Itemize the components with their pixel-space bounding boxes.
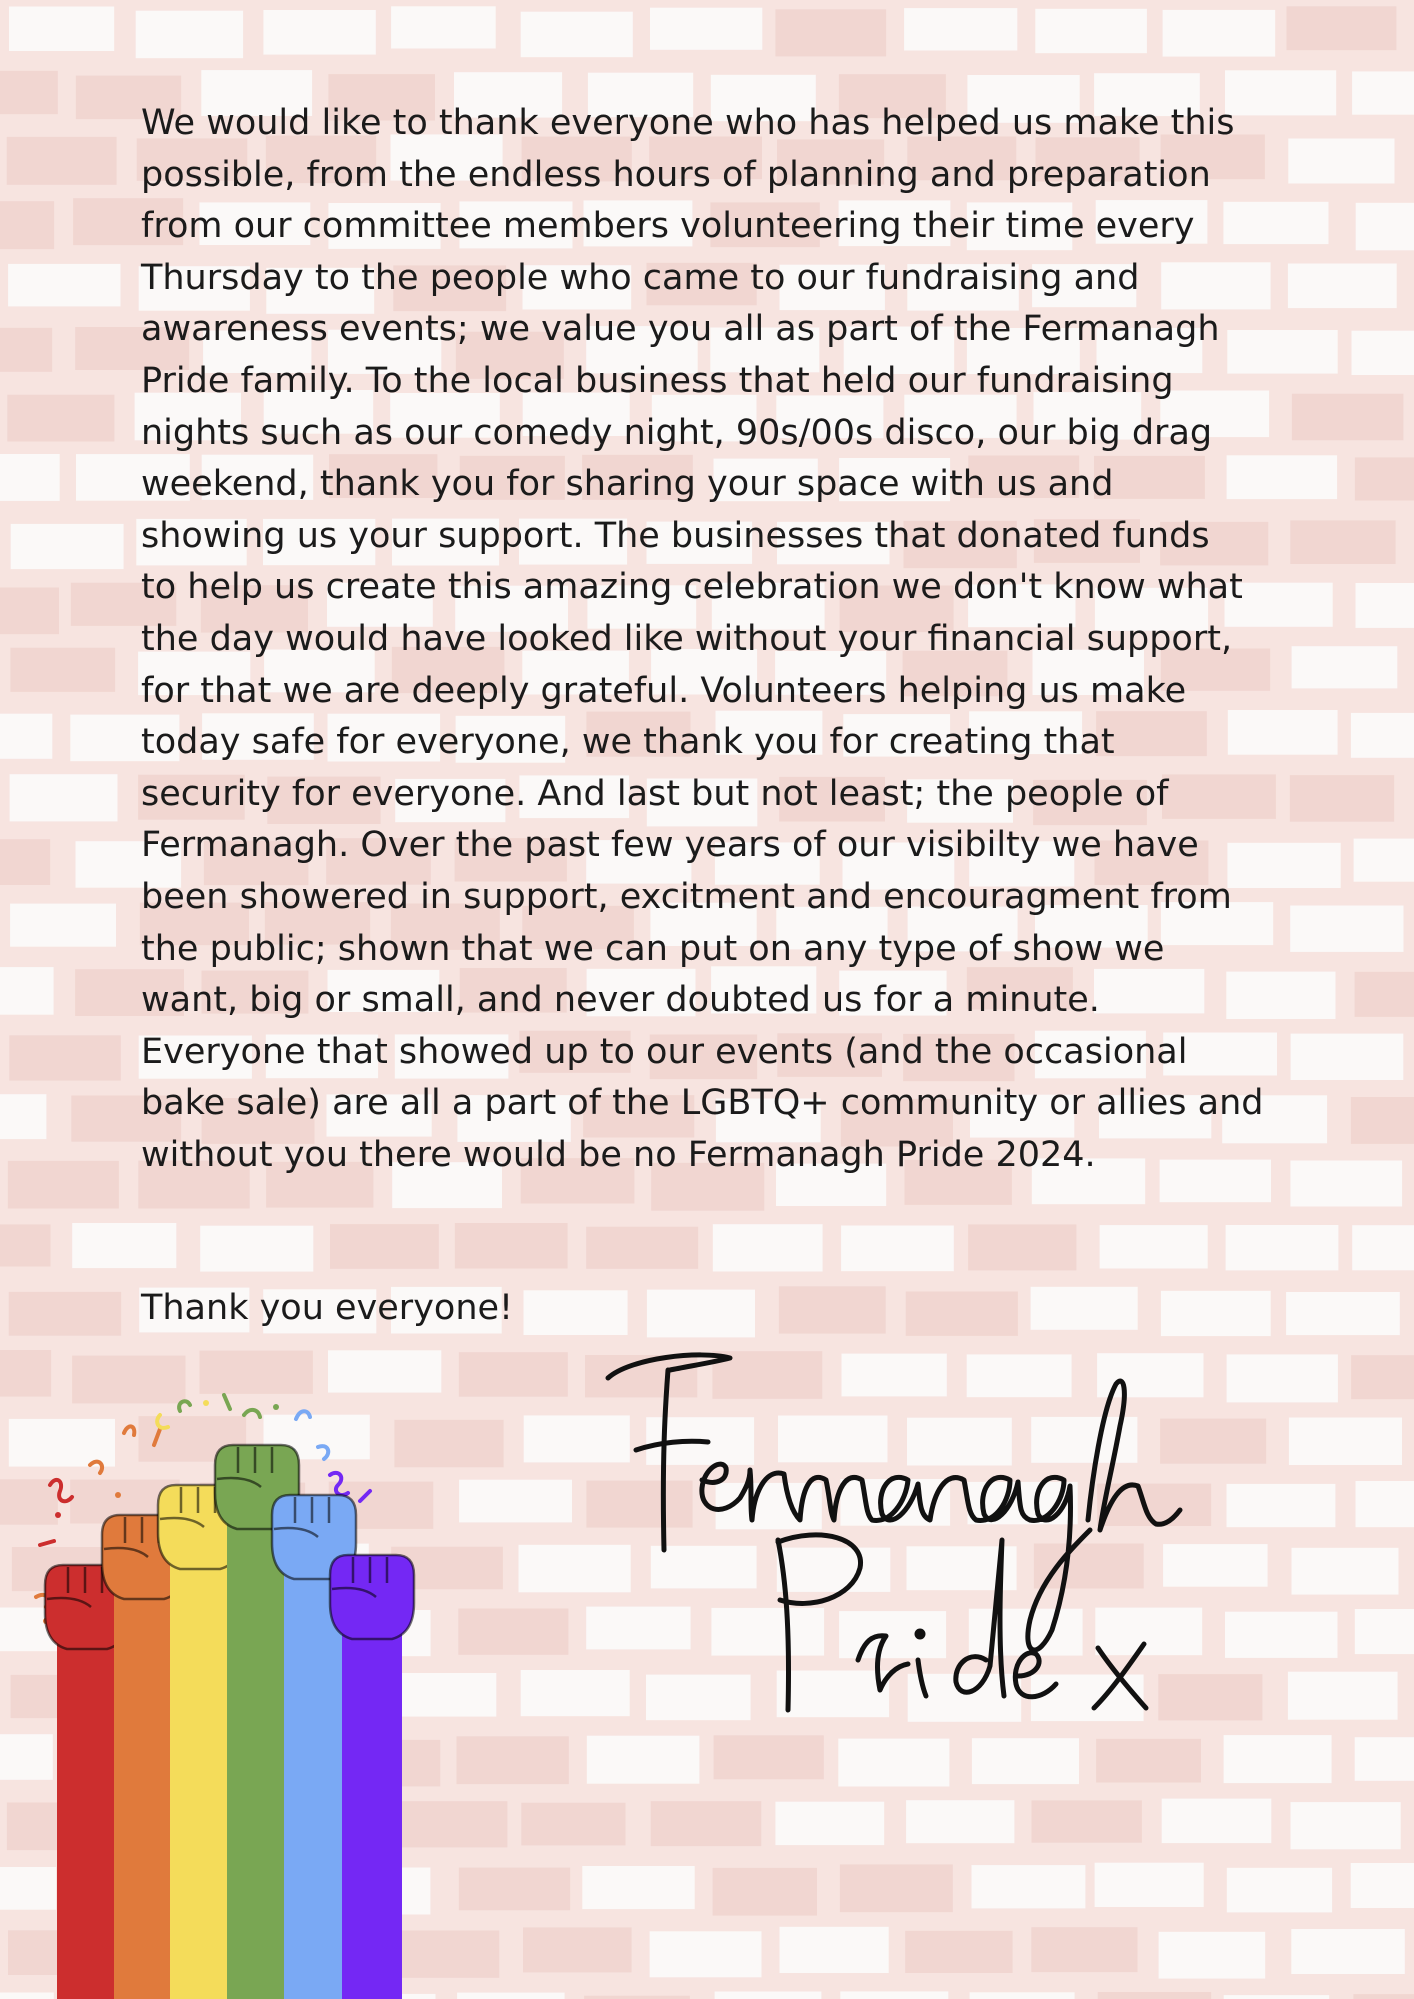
- brick: [0, 71, 58, 114]
- brick: [1351, 1863, 1414, 1908]
- brick: [9, 1292, 122, 1336]
- brick: [651, 1801, 762, 1846]
- brick: [11, 524, 124, 569]
- brick: [455, 1223, 568, 1269]
- brick: [1288, 139, 1394, 184]
- brick: [713, 1868, 817, 1916]
- closing-line: Thank you everyone!: [141, 1288, 514, 1328]
- brick: [1356, 203, 1414, 251]
- brick: [200, 1226, 313, 1272]
- letter-line: without you there would be no Fermanagh Pride 2024.: [141, 1134, 1096, 1175]
- brick: [10, 774, 118, 821]
- brick: [1227, 1354, 1338, 1402]
- brick: [0, 714, 52, 759]
- brick: [263, 10, 375, 55]
- brick: [1355, 972, 1414, 1017]
- brick: [1288, 1672, 1398, 1720]
- brick: [8, 264, 120, 307]
- brick: [904, 8, 1017, 50]
- brick: [905, 1931, 1012, 1973]
- brick: [650, 1931, 762, 1977]
- rainbow-raised-fists-icon: [30, 1385, 470, 1999]
- thank-you-letter-body: [141, 98, 1291, 1181]
- letter-line: possible, from the endless hours of planning and preparation: [141, 154, 1211, 195]
- brick: [330, 1224, 439, 1269]
- brick: [1287, 6, 1397, 50]
- brick: [524, 1290, 628, 1335]
- brick: [459, 1480, 572, 1523]
- letter-line: security for everyone. And last but not least; the people of: [141, 773, 1169, 814]
- letter-line: the public; shown that we can put on any type of show we: [141, 928, 1165, 969]
- letter-line: for that we are deeply grateful. Volunteers helping us make: [141, 670, 1187, 711]
- letter-line: bake sale) are all a part of the LGBTQ+ community or allies and: [141, 1083, 1264, 1124]
- letter-line: nights such as our comedy night, 90s/00s disco, our big drag: [141, 412, 1213, 453]
- brick: [775, 9, 886, 56]
- brick: [1352, 1225, 1414, 1270]
- brick: [715, 1992, 822, 1999]
- brick: [0, 588, 59, 635]
- brick: [1288, 264, 1397, 309]
- letter-line: been showered in support, excitment and encouragment from: [141, 876, 1232, 917]
- brick: [0, 328, 52, 372]
- fermanagh-pride-signature: [590, 1330, 1230, 1730]
- brick: [650, 8, 762, 50]
- brick: [1351, 1355, 1414, 1399]
- brick: [1353, 1994, 1414, 1999]
- brick: [1291, 1034, 1404, 1080]
- brick: [1095, 1863, 1204, 1907]
- letter-line: want, big or small, and never doubted us for a minute.: [141, 980, 1100, 1021]
- brick: [1226, 1225, 1339, 1270]
- letter-line: We would like to thank everyone who has helped us make this: [141, 103, 1235, 143]
- brick: [906, 1800, 1014, 1843]
- brick: [1292, 394, 1404, 441]
- brick: [1286, 1292, 1400, 1335]
- brick: [459, 1352, 568, 1397]
- brick: [1292, 646, 1398, 688]
- brick: [713, 1224, 823, 1271]
- brick: [587, 1736, 700, 1784]
- brick: [1227, 1484, 1336, 1527]
- brick: [1354, 839, 1414, 882]
- brick: [1290, 775, 1394, 822]
- brick: [1290, 906, 1403, 952]
- brick: [1224, 1995, 1330, 1999]
- brick: [1031, 1927, 1137, 1972]
- letter-line: weekend, thank you for sharing your space with us and: [141, 464, 1114, 505]
- brick: [0, 1224, 51, 1266]
- brick: [521, 1803, 625, 1846]
- letter-line: today safe for everyone, we thank you for creating that: [141, 722, 1115, 763]
- brick: [1292, 1548, 1399, 1595]
- brick: [1355, 1609, 1414, 1654]
- brick: [775, 1802, 884, 1845]
- brick: [1162, 1799, 1272, 1844]
- brick: [1355, 457, 1414, 500]
- brick: [582, 1866, 694, 1909]
- letter-line: Everyone that showed up to our events (and the occasional: [141, 1031, 1188, 1072]
- brick: [1031, 1287, 1138, 1330]
- brick: [7, 395, 114, 442]
- brick: [1352, 71, 1414, 114]
- brick: [391, 6, 496, 48]
- brick: [840, 1991, 948, 1999]
- brick: [1289, 1418, 1402, 1466]
- brick: [1351, 713, 1414, 758]
- letter-line: awareness events; we value you all as part of the Fermanagh: [141, 309, 1220, 350]
- letter-line: to help us create this amazing celebration we don't know what: [141, 567, 1243, 608]
- brick: [0, 839, 50, 885]
- brick: [521, 12, 633, 58]
- brick: [1356, 583, 1414, 628]
- brick: [136, 11, 243, 59]
- brick: [10, 904, 116, 947]
- brick: [1227, 1868, 1332, 1913]
- brick: [458, 1609, 568, 1655]
- brick: [1355, 1737, 1414, 1781]
- brick: [8, 1161, 119, 1209]
- brick: [1291, 1929, 1405, 1974]
- brick: [780, 1927, 889, 1973]
- letter-line: Pride family. To the local business that held our fundraising: [141, 360, 1174, 401]
- brick: [457, 1736, 569, 1784]
- brick: [1356, 1481, 1414, 1527]
- brick: [1035, 9, 1147, 53]
- brick: [1163, 10, 1276, 57]
- brick: [1351, 1097, 1414, 1144]
- letter-line: from our committee members volunteering their time every: [141, 206, 1195, 247]
- brick: [714, 1735, 824, 1779]
- brick: [523, 1927, 632, 1972]
- brick: [1352, 331, 1414, 375]
- raised-fist-arm: [330, 1555, 414, 1999]
- letter-line: showing us your support. The businesses that donated funds: [141, 515, 1210, 556]
- brick: [457, 1993, 564, 1999]
- brick: [1290, 1161, 1402, 1207]
- letter-line: Fermanagh. Over the past few years of our visibilty we have: [141, 825, 1199, 866]
- brick: [0, 1094, 46, 1139]
- brick: [970, 1992, 1075, 1999]
- brick: [968, 1224, 1076, 1270]
- brick: [1290, 520, 1395, 564]
- brick: [1225, 1612, 1338, 1658]
- brick: [9, 7, 114, 52]
- brick: [7, 137, 117, 185]
- brick: [0, 967, 54, 1015]
- brick: [1032, 1800, 1142, 1842]
- brick: [0, 454, 60, 501]
- letter-line: the day would have looked like without your financial support,: [141, 618, 1233, 659]
- brick: [1100, 1225, 1208, 1268]
- brick: [1224, 1735, 1332, 1783]
- brick: [972, 1865, 1086, 1908]
- brick: [1098, 1992, 1212, 1999]
- brick: [459, 1868, 570, 1911]
- brick: [72, 1223, 176, 1268]
- brick: [838, 1739, 949, 1787]
- brick: [1159, 1932, 1266, 1979]
- brick: [10, 648, 115, 692]
- brick: [779, 1286, 886, 1333]
- brick: [0, 201, 54, 249]
- brick: [841, 1226, 954, 1272]
- brick: [586, 1227, 698, 1269]
- brick: [972, 1738, 1079, 1784]
- brick: [9, 1035, 121, 1080]
- brick: [840, 1864, 953, 1912]
- brick: [1291, 1802, 1401, 1849]
- brick: [1096, 1739, 1201, 1783]
- letter-line: Thursday to the people who came to our fundraising and: [141, 257, 1140, 298]
